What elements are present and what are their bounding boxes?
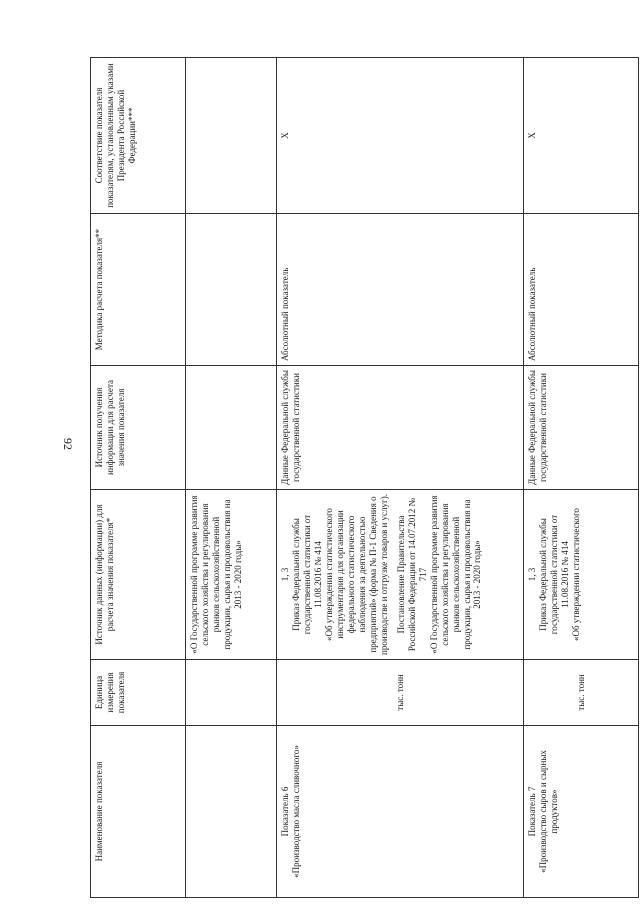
source-paragraph: «О Государственной программе развития сельского хозяйства и регулирования рынков сельскохозяйственной продукции, сырья и продовольствия на 2013 - 2020 годы» <box>428 495 483 654</box>
cell-origin <box>186 366 277 490</box>
source-paragraph: «Об утверждении статистического <box>570 508 581 641</box>
indicators-table <box>90 57 639 898</box>
source-reference: 1, 3 <box>280 567 290 582</box>
cell-method <box>186 214 277 366</box>
source-paragraph: Приказ Федеральной службы государственной статистики от 11.08.2016 № 414 <box>290 514 323 635</box>
cell-source <box>277 490 524 660</box>
source-paragraph: Постановление Правительства Российской Федерации от 14.07.2012 № 717 <box>395 497 428 652</box>
cell-source <box>524 490 639 660</box>
table-header-row <box>91 58 186 898</box>
cell-unit: тыс. тонн <box>524 660 639 726</box>
cell-method: Абсолютный показатель <box>277 214 524 366</box>
cell-name <box>186 726 277 898</box>
indicator-title: «Производство сыров и сырных продуктов» <box>537 750 559 873</box>
header-indicator-name: Наименование показателя <box>91 726 186 898</box>
header-data-source: Источник данных (информации) для расчета значения показателя* <box>91 490 186 660</box>
cell-origin: Данные Федеральной службы государственной статистики <box>524 366 639 490</box>
rotated-page-content <box>90 58 610 898</box>
cell-compliance: Х <box>277 58 524 214</box>
cell-name <box>524 726 639 898</box>
cell-method: Абсолютный показатель <box>524 214 639 366</box>
source-paragraph: «Об утверждении статистического инструментария для организации федерального статистического наблюдения за деятельностью предприятий» (форма № П-1 Сведения о производстве и отгрузке товаров и услуг). <box>323 494 389 655</box>
cell-origin: Данные Федеральной службы государственной статистики <box>277 366 524 490</box>
header-presidential-compliance: Соответствие показателя показателям, установленным указами Президента Российской Федерации*** <box>91 58 186 214</box>
cell-unit: тыс. тонн <box>277 660 524 726</box>
indicator-number: Показатель 6 <box>280 786 290 837</box>
cell-compliance: Х <box>524 58 639 214</box>
indicator-number: Показатель 7 <box>527 786 537 837</box>
header-calculation-method: Методика расчета показателя** <box>91 214 186 366</box>
header-unit: Единица измерения показателя <box>91 660 186 726</box>
cell-source: «О Государственной программе развития сельского хозяйства и регулирования рынков сельскохозяйственной продукции, сырья и продовольствия на 2013 - 2020 годы» <box>186 490 277 660</box>
cell-unit <box>186 660 277 726</box>
source-paragraph: Приказ Федеральной службы государственной статистики от 11.08.2016 № 414 <box>537 514 570 635</box>
cell-compliance <box>186 58 277 214</box>
header-information-origin: Источник получения информации для расчета значения показателя <box>91 366 186 490</box>
page-number: 92 <box>61 438 75 450</box>
source-reference: 1, 3 <box>527 567 537 582</box>
cell-name <box>277 726 524 898</box>
table-row-indicator-6 <box>277 58 524 898</box>
table-row-continuation <box>186 58 277 898</box>
indicator-title: «Производство масла сливочного» <box>290 745 301 878</box>
table-row-indicator-7 <box>524 58 639 898</box>
